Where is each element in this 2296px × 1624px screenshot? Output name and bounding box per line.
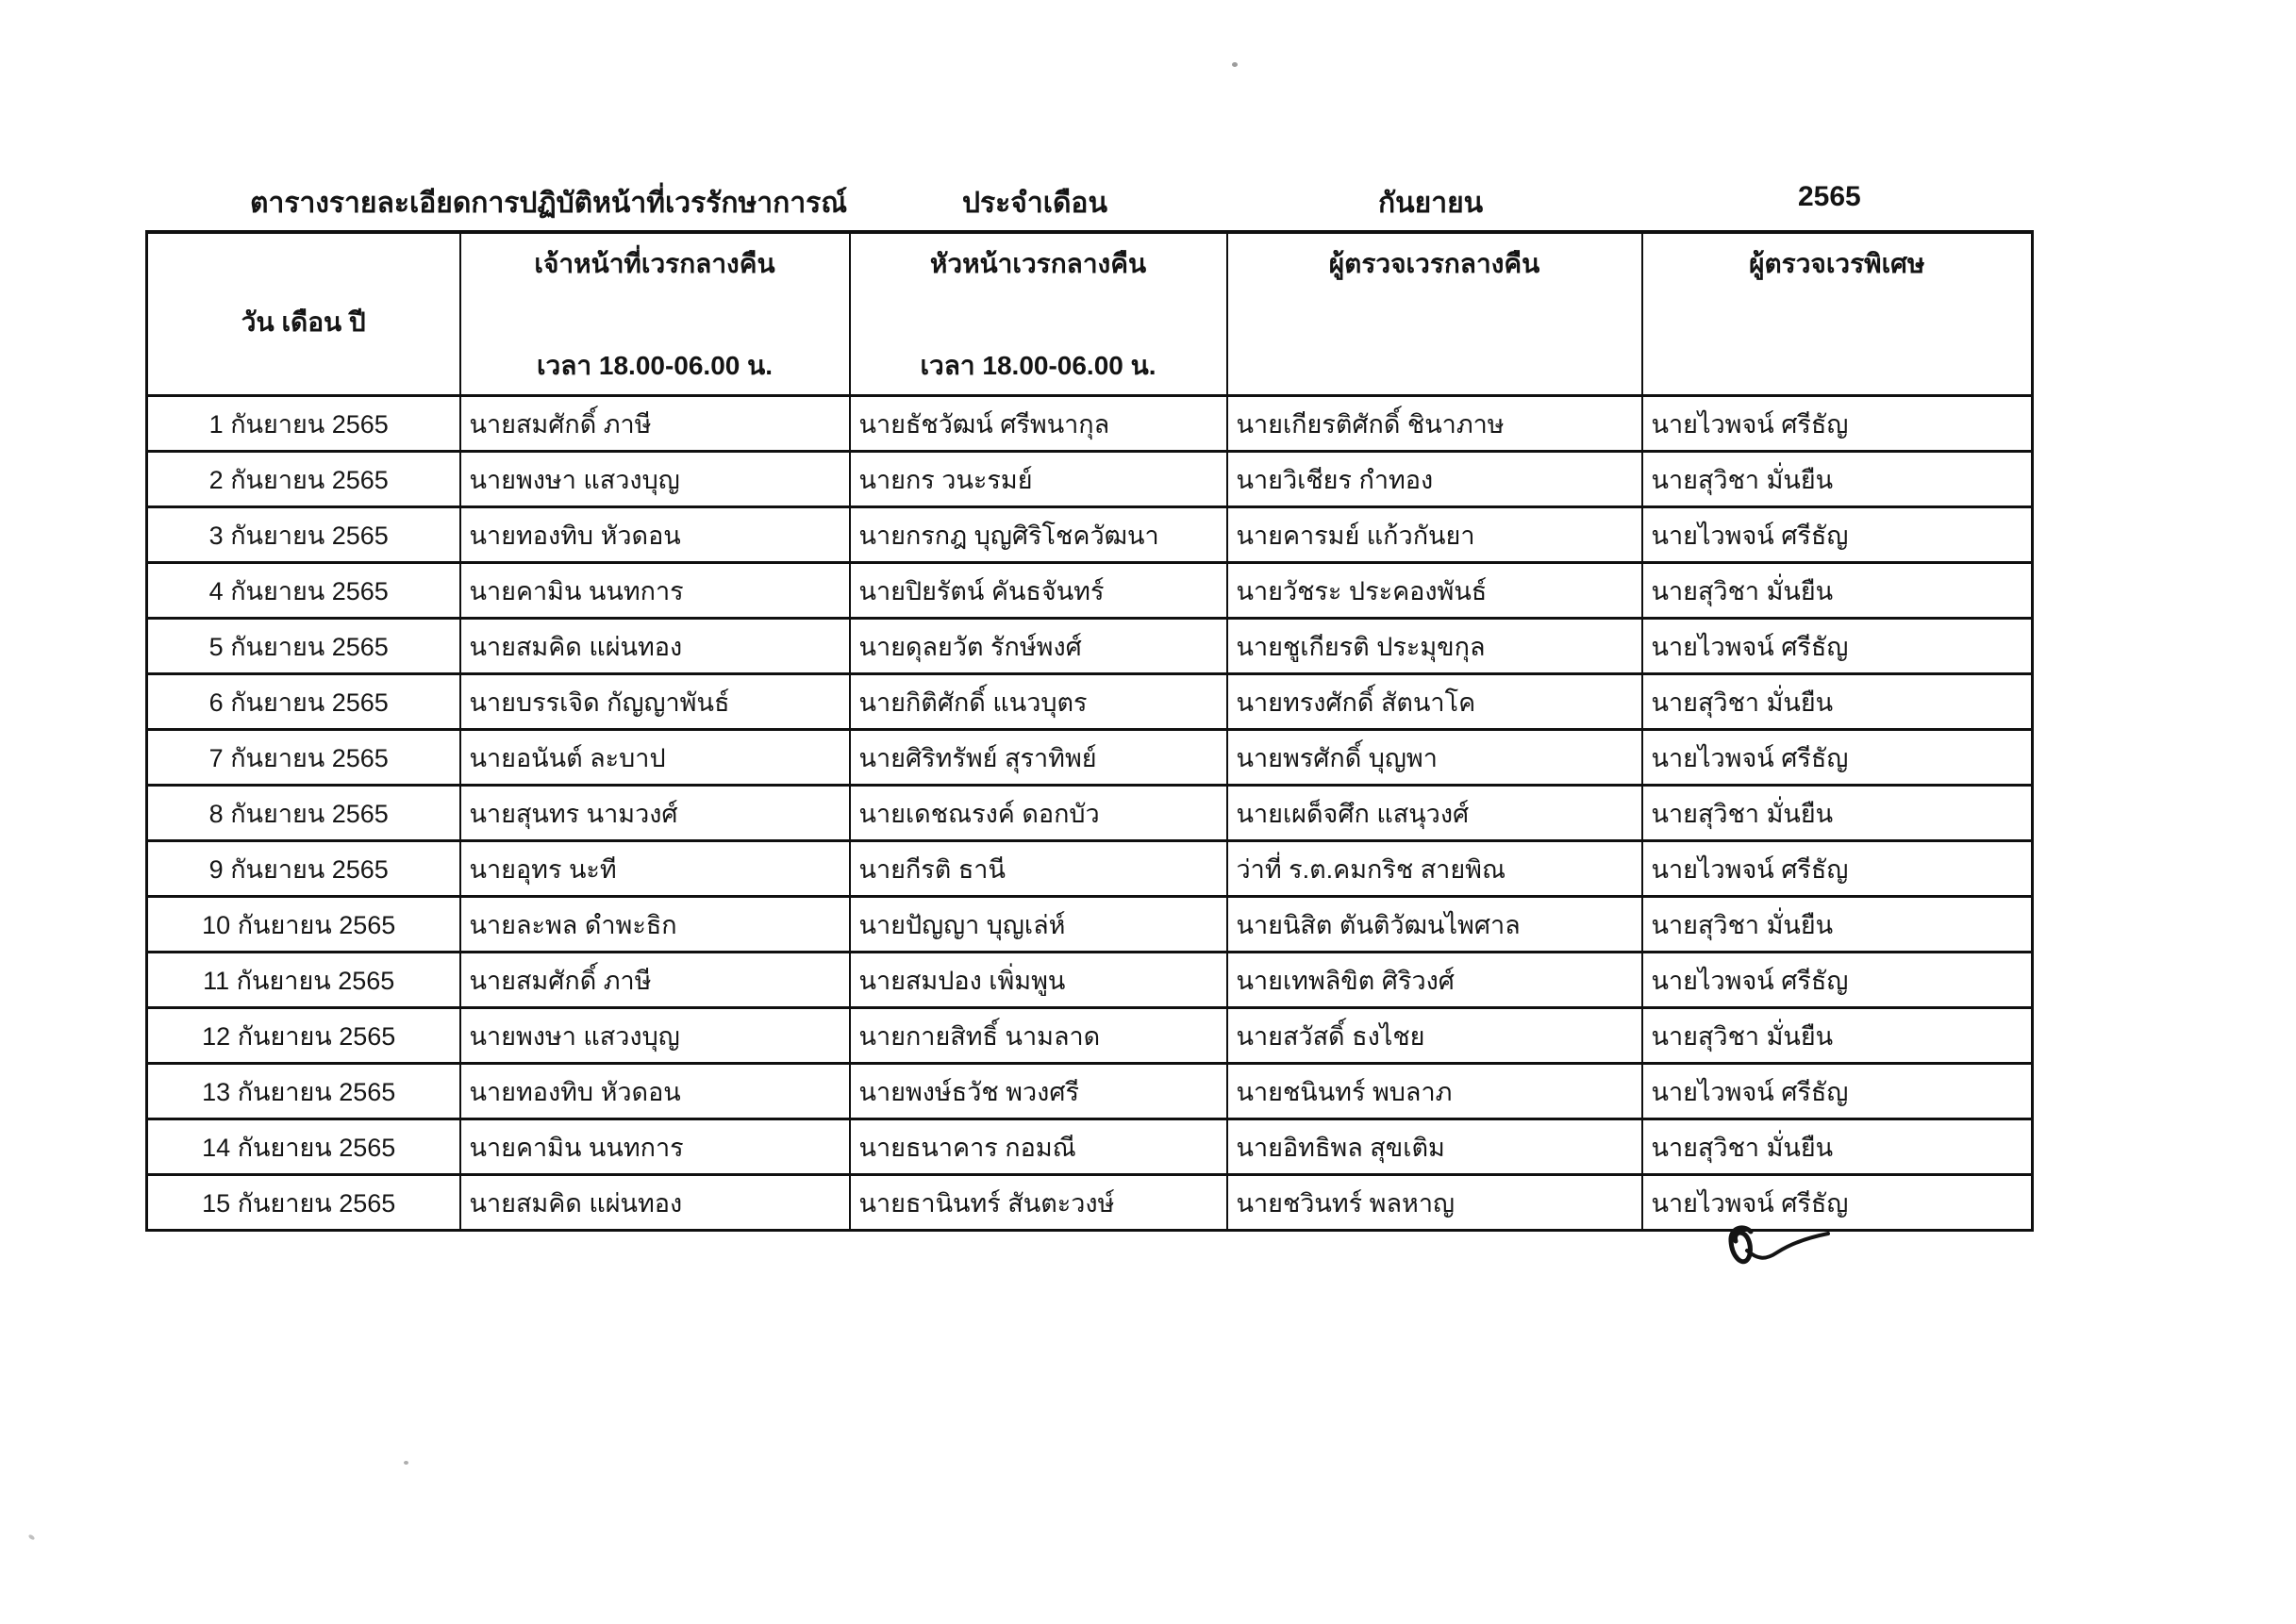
special-inspector-cell: นายสุวิชา มั่นยืน [1642,1119,2033,1175]
table-row [147,841,2033,897]
night-officer-cell: นายสมคิด แผ่นทอง [460,1175,850,1231]
special-inspector-cell: นายสุวิชา มั่นยืน [1642,452,2033,507]
night-officer-cell: นายสมศักดิ์ ภาษี [460,396,850,452]
table-row [147,897,2033,953]
special-inspector-cell: นายสุวิชา มั่นยืน [1642,897,2033,953]
night-chief-cell: นายกร วนะรมย์ [850,452,1227,507]
date-cell: 11 กันยายน 2565 [147,953,460,1008]
night-inspector-cell: นายชูเกียรติ ประมุขกุล [1227,619,1642,674]
night-chief-cell: นายดุลยวัต รักษ์พงศ์ [850,619,1227,674]
header-night-inspector-cell [1227,232,1642,396]
title-main: ตารางรายละเอียดการปฏิบัติหน้าที่เวรรักษาการณ์ [250,188,848,219]
night-chief-cell: นายสมปอง เพิ่มพูน [850,953,1227,1008]
night-inspector-cell: นายวัชระ ประคองพันธ์ [1227,563,1642,619]
date-cell: 4 กันยายน 2565 [147,563,460,619]
night-officer-cell: นายสมศักดิ์ ภาษี [460,953,850,1008]
table-row [147,953,2033,1008]
night-chief-cell: นายปัญญา บุญเล่ห์ [850,897,1227,953]
header-night-inspector-label: ผู้ตรวจเวรกลางคืน [1328,249,1540,278]
night-inspector-cell: นายวิเชียร กำทอง [1227,452,1642,507]
title-month-label: ประจำเดือน [962,188,1107,219]
date-cell: 10 กันยายน 2565 [147,897,460,953]
special-inspector-cell: นายสุวิชา มั่นยืน [1642,1008,2033,1064]
night-inspector-cell: ว่าที่ ร.ต.คมกริช สายพิณ [1227,841,1642,897]
table-row [147,1119,2033,1175]
header-night-chief-time: เวลา 18.00-06.00 น. [920,351,1156,380]
night-inspector-cell: นายเกียรติศักดิ์ ชินาภาษ [1227,396,1642,452]
table-body [147,396,2033,1231]
date-cell: 6 กันยายน 2565 [147,674,460,730]
special-inspector-cell: นายไวพจน์ ศรีธัญ [1642,619,2033,674]
table-row [147,730,2033,786]
table-row [147,786,2033,841]
night-inspector-cell: นายเทพลิขิต ศิริวงศ์ [1227,953,1642,1008]
header-night-chief-label: หัวหน้าเวรกลางคืน [929,249,1147,278]
night-chief-cell: นายกายสิทธิ์ นามลาด [850,1008,1227,1064]
special-inspector-cell: นายไวพจน์ ศรีธัญ [1642,953,2033,1008]
date-cell: 9 กันยายน 2565 [147,841,460,897]
night-inspector-cell: นายพรศักดิ์ บุญพา [1227,730,1642,786]
night-inspector-cell: นายทรงศักดิ์ สัตนาโค [1227,674,1642,730]
header-special-inspector-label: ผู้ตรวจเวรพิเศษ [1749,249,1925,278]
scan-artifact-dot [404,1461,408,1465]
special-inspector-cell: นายไวพจน์ ศรีธัญ [1642,841,2033,897]
table-row [147,563,2033,619]
night-inspector-cell: นายสวัสดิ์ ธงไชย [1227,1008,1642,1064]
special-inspector-cell: นายไวพจน์ ศรีธัญ [1642,730,2033,786]
header-special-inspector-cell [1642,232,2033,396]
night-inspector-cell: นายชวินทร์ พลหาญ [1227,1175,1642,1231]
night-officer-cell: นายสมคิด แผ่นทอง [460,619,850,674]
special-inspector-cell: นายไวพจน์ ศรีธัญ [1642,1064,2033,1119]
night-officer-cell: นายอุทร นะที [460,841,850,897]
night-inspector-cell: นายนิสิต ตันติวัฒนไพศาล [1227,897,1642,953]
night-chief-cell: นายปิยรัตน์ คันธจันทร์ [850,563,1227,619]
date-cell: 3 กันยายน 2565 [147,507,460,563]
night-chief-cell: นายธนาคาร กอมณี [850,1119,1227,1175]
night-chief-cell: นายศิริทรัพย์ สุราทิพย์ [850,730,1227,786]
night-officer-cell: นายทองทิบ หัวดอน [460,507,850,563]
table-row [147,674,2033,730]
night-chief-cell: นายกรกฎ บุญศิริโชควัฒนา [850,507,1227,563]
table-row [147,1008,2033,1064]
date-cell: 5 กันยายน 2565 [147,619,460,674]
duty-roster-table [145,230,2034,1232]
night-officer-cell: นายคามิน นนทการ [460,1119,850,1175]
title-month: กันยายน [1378,188,1484,219]
signature-mark [1722,1222,1845,1284]
table-row [147,619,2033,674]
date-cell: 8 กันยายน 2565 [147,786,460,841]
night-inspector-cell: นายชนินทร์ พบลาภ [1227,1064,1642,1119]
date-cell: 15 กันยายน 2565 [147,1175,460,1231]
night-officer-cell: นายอนันต์ ละบาป [460,730,850,786]
special-inspector-cell: นายสุวิชา มั่นยืน [1642,674,2033,730]
header-night-chief-cell [850,232,1227,396]
table-row [147,507,2033,563]
scan-artifact-dot [1232,62,1238,67]
night-chief-cell: นายธานินทร์ สันตะวงษ์ [850,1175,1227,1231]
night-chief-cell: นายธัชวัฒน์ ศรีพนากุล [850,396,1227,452]
date-cell: 12 กันยายน 2565 [147,1008,460,1064]
night-inspector-cell: นายเผด็จศึก แสนุวงศ์ [1227,786,1642,841]
header-night-officer-time: เวลา 18.00-06.00 น. [536,351,774,380]
night-chief-cell: นายกีรติ ธานี [850,841,1227,897]
night-officer-cell: นายทองทิบ หัวดอน [460,1064,850,1119]
header-date-cell [147,232,460,396]
night-inspector-cell: นายคารมย์ แก้วกันยา [1227,507,1642,563]
date-cell: 1 กันยายน 2565 [147,396,460,452]
date-cell: 14 กันยายน 2565 [147,1119,460,1175]
scan-artifact-dot [27,1533,35,1540]
night-chief-cell: นายเดชณรงค์ ดอกบัว [850,786,1227,841]
header-night-officer-label: เจ้าหน้าที่เวรกลางคืน [534,249,775,278]
date-cell: 2 กันยายน 2565 [147,452,460,507]
table-row [147,452,2033,507]
night-chief-cell: นายพงษ์ธวัช พวงศรี [850,1064,1227,1119]
night-officer-cell: นายคามิน นนทการ [460,563,850,619]
night-chief-cell: นายกิติศักดิ์ แนวบุตร [850,674,1227,730]
special-inspector-cell: นายไวพจน์ ศรีธัญ [1642,1175,2033,1231]
night-officer-cell: นายบรรเจิด กัญญาพันธ์ [460,674,850,730]
night-officer-cell: นายพงษา แสวงบุญ [460,452,850,507]
night-officer-cell: นายละพล ดำพะธิก [460,897,850,953]
date-cell: 13 กันยายน 2565 [147,1064,460,1119]
special-inspector-cell: นายไวพจน์ ศรีธัญ [1642,396,2033,452]
special-inspector-cell: นายไวพจน์ ศรีธัญ [1642,507,2033,563]
table-row [147,1064,2033,1119]
header-row [147,232,2033,396]
header-date-label: วัน เดือน ปี [241,307,366,337]
title-year: 2565 [1798,181,1861,212]
night-officer-cell: นายสุนทร นามวงศ์ [460,786,850,841]
header-night-officer-cell [460,232,850,396]
night-officer-cell: นายพงษา แสวงบุญ [460,1008,850,1064]
special-inspector-cell: นายสุวิชา มั่นยืน [1642,563,2033,619]
special-inspector-cell: นายสุวิชา มั่นยืน [1642,786,2033,841]
table-row [147,396,2033,452]
night-inspector-cell: นายอิทธิพล สุขเติม [1227,1119,1642,1175]
table-header [147,232,2033,396]
date-cell: 7 กันยายน 2565 [147,730,460,786]
